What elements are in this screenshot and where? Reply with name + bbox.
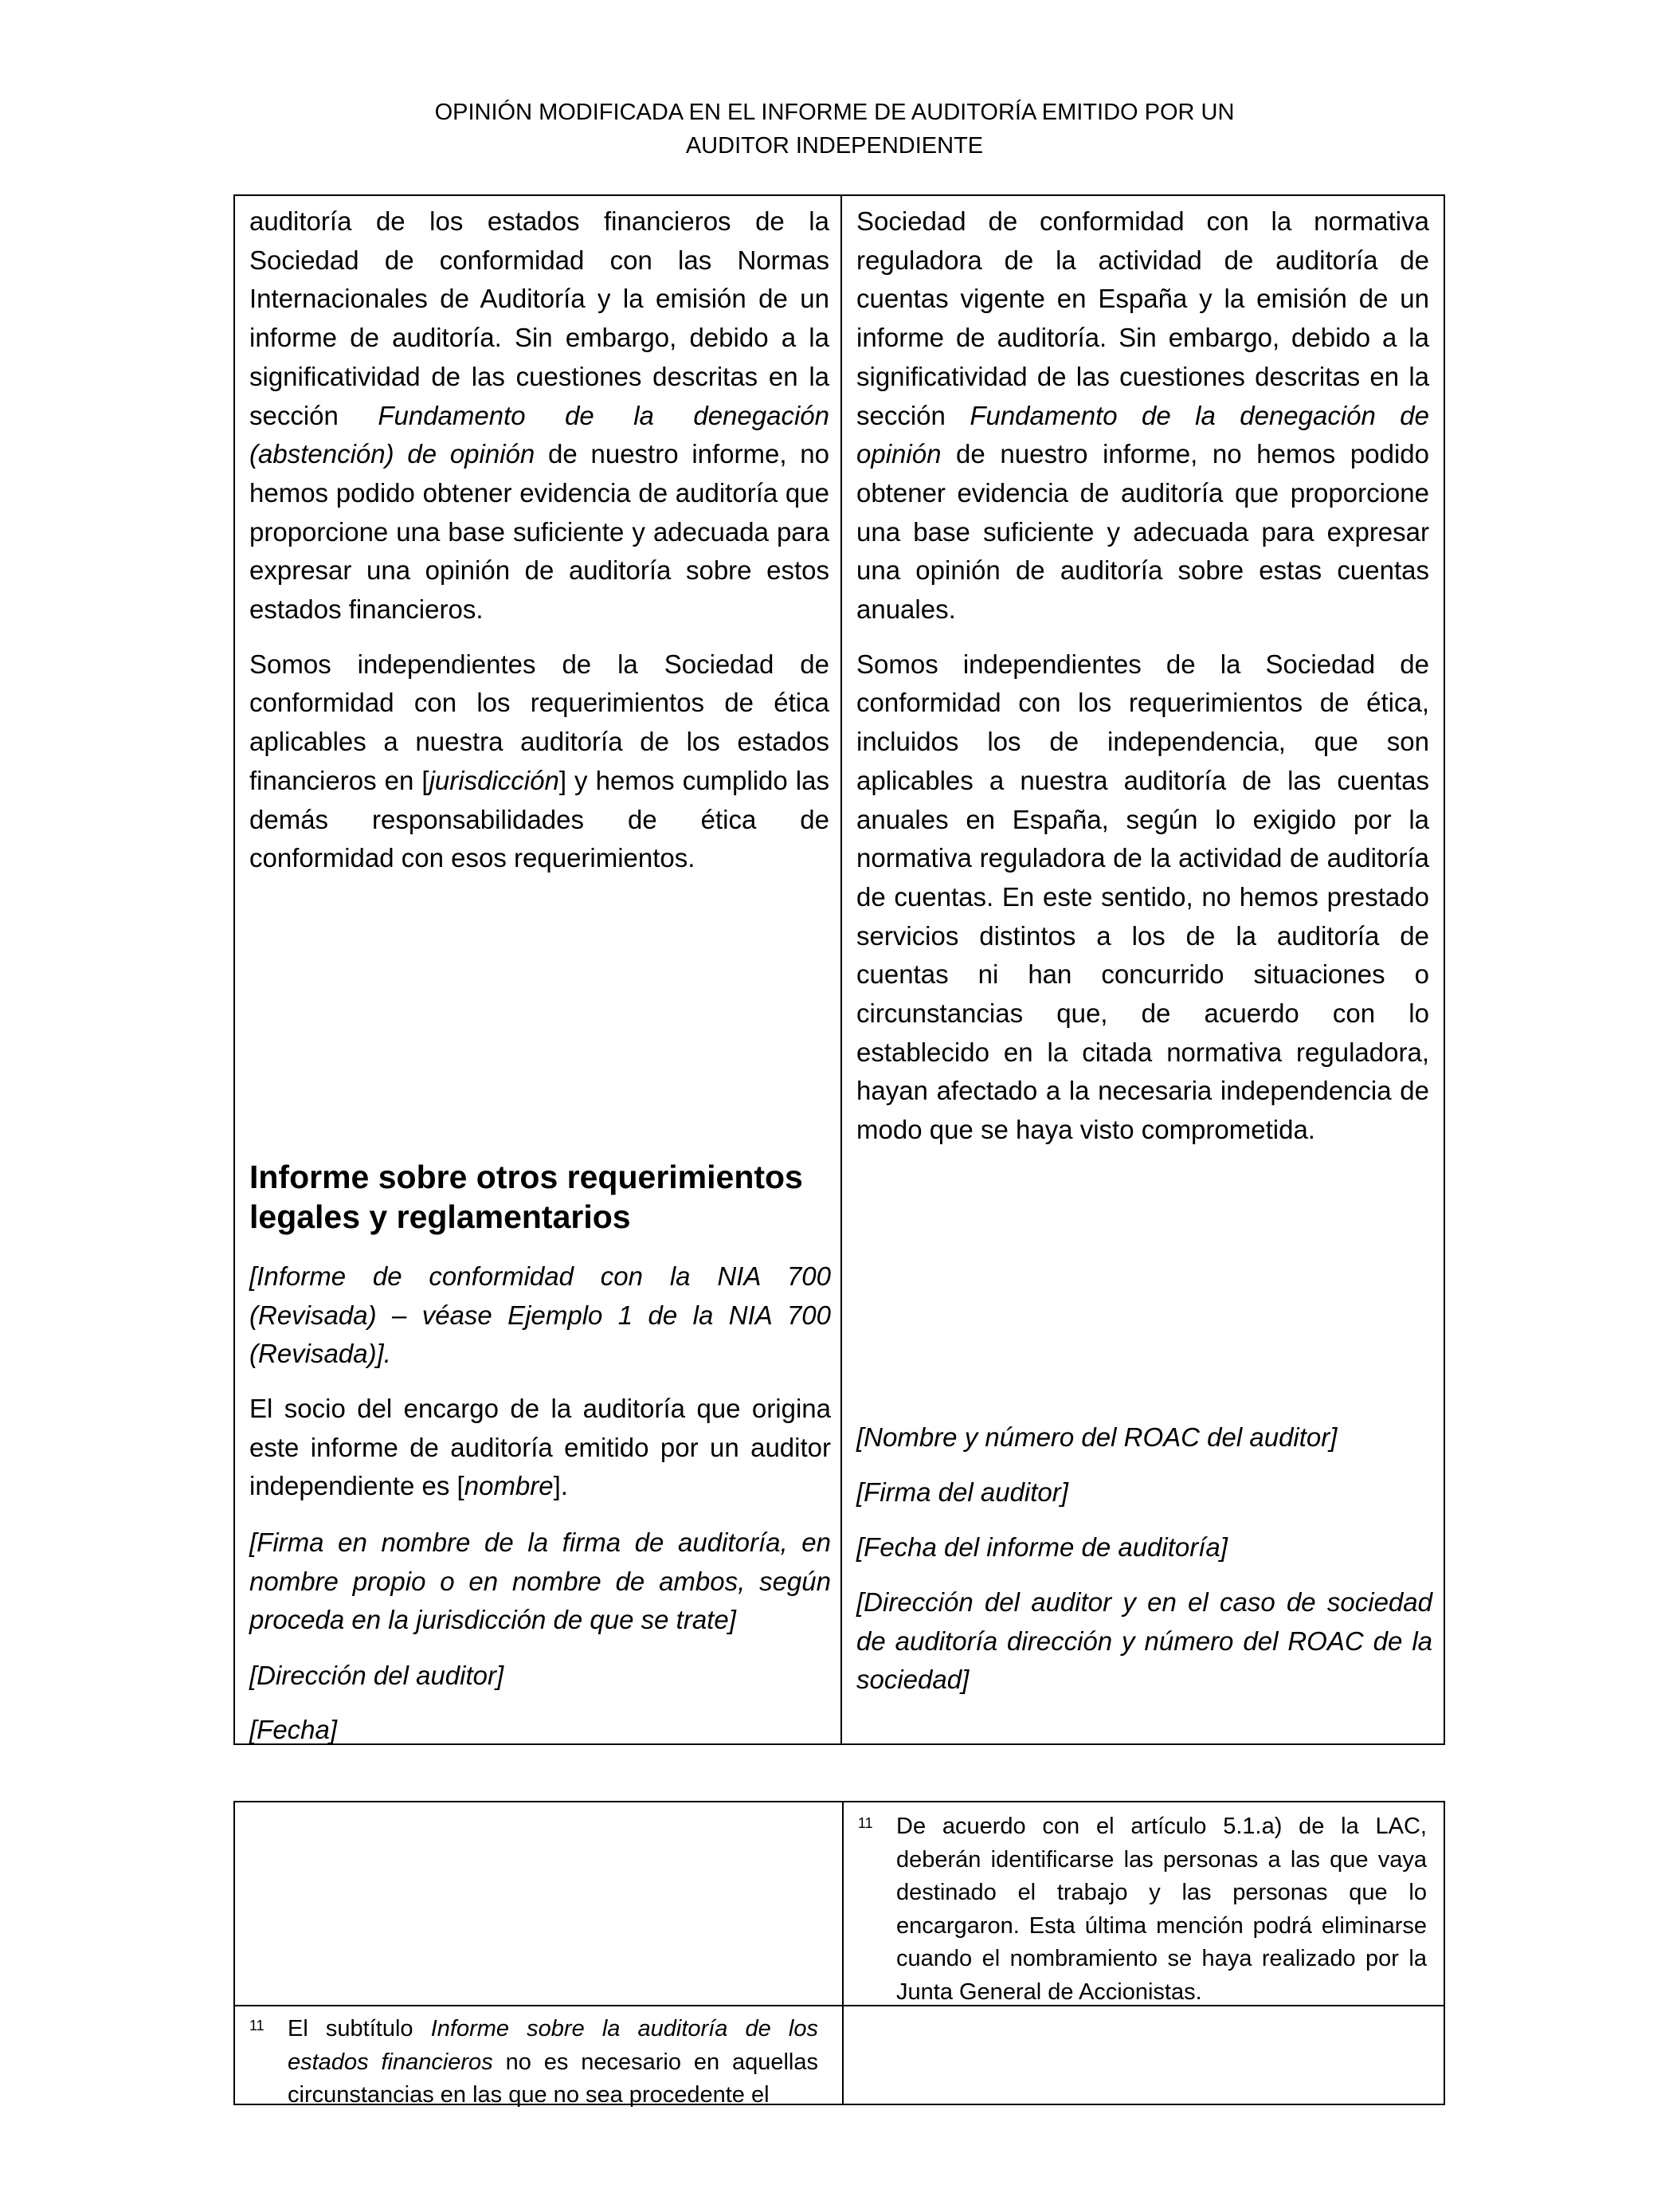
text-run: Somos independientes de la Sociedad de conformidad con los requerimientos de ética aplicables a nuestra auditoría de los estados financieros en [ bbox=[249, 649, 829, 795]
text-run: no es necesario en aquellas circunstancias en las que no sea procedente el bbox=[288, 2049, 819, 2108]
footnote-marker: 11 bbox=[249, 2018, 264, 2034]
left-paragraph-opinion bbox=[249, 202, 829, 629]
text-run: El subtítulo bbox=[288, 2016, 431, 2041]
left-paragraph-nia700: [Informe de conformidad con la NIA 700 (Revisada) – véase Ejemplo 1 de la NIA 700 (Revisada)]. bbox=[249, 1261, 831, 1369]
footnote-table bbox=[233, 1801, 1445, 2108]
right-column bbox=[842, 196, 1444, 1743]
left-paragraph-firma: [Firma en nombre de la firma de auditoría, en nombre propio o en nombre de ambos, según proceda en la jurisdicción de que se trate] bbox=[249, 1528, 831, 1635]
right-paragraph-independence: Somos independientes de la Sociedad de conformidad con los requerimientos de ética, incluidos los de independencia, que son aplicables a nuestra auditoría de las cuentas anuales en España, según lo exigido por la normativa reguladora de la actividad de auditoría de cuentas. En este sentido, no hemos prestado servicios distintos a los de la auditoría de cuentas ni han concurrido situaciones o circunstancias que, de acuerdo con lo establecido en la citada normativa reguladora, hayan afectado a la necesaria independencia de modo que se haya visto comprometida. bbox=[856, 649, 1429, 1145]
comparison-table bbox=[233, 194, 1445, 1745]
text-run: de nuestro informe, no hemos podido obtener evidencia de auditoría que proporcione una base suficiente y adecuada para expresar una opinión de auditoría sobre estas cuentas anuales. bbox=[856, 439, 1429, 625]
page-header bbox=[0, 96, 1669, 163]
footnote-text: De acuerdo con el artículo 5.1.a) de la LAC, deberán identificarse las personas a las que vaya destinado el trabajo y las personas que lo encargaron. Esta última mención podrá eliminarse cuando el nombramiento se haya realizado por la Junta General de Accionistas. bbox=[896, 1814, 1427, 2005]
divider bbox=[842, 1802, 844, 2104]
italic-run: Fundamento de la denegación de opinión bbox=[856, 400, 1430, 469]
right-paragraph-roac: [Nombre y número del ROAC del auditor] bbox=[856, 1422, 1338, 1452]
italic-run: nombre bbox=[464, 1471, 554, 1501]
header-line-2: AUDITOR INDEPENDIENTE bbox=[685, 133, 984, 159]
italic-run: Fundamento de la denegación (abstención) de opinión bbox=[249, 400, 830, 469]
section-heading: Informe sobre otros requerimientos legales y reglamentarios bbox=[249, 1159, 803, 1235]
text-run: ] y hemos cumplido las demás responsabilidades de ética de conformidad con esos requerimientos. bbox=[249, 765, 829, 873]
header-line-1: OPINIÓN MODIFICADA EN EL INFORME DE AUDITORÍA EMITIDO POR UN bbox=[434, 100, 1235, 125]
right-paragraph-firma: [Firma del auditor] bbox=[856, 1477, 1068, 1507]
right-paragraph-fecha: [Fecha del informe de auditoría] bbox=[856, 1532, 1228, 1562]
text-run: El socio del encargo de la auditoría que origina este informe de auditoría emitido por un auditor independiente es [ bbox=[249, 1394, 831, 1501]
text-run: auditoría de los estados financieros de la Sociedad de conformidad con las Normas Internacionales de Auditoría y la emisión de un informe de auditoría. Sin embargo, debido a la significatividad de las cuestiones descritas en la sección bbox=[249, 206, 829, 430]
footnote-left bbox=[249, 2013, 819, 2112]
italic-run: jurisdicción bbox=[429, 765, 559, 795]
footnote-right bbox=[858, 1810, 1427, 2009]
left-paragraph-independence bbox=[249, 645, 829, 878]
left-column bbox=[235, 196, 842, 1743]
footnote-marker: 11 bbox=[858, 1815, 873, 1831]
right-paragraph-direccion: [Dirección del auditor y en el caso de sociedad de auditoría dirección y número del ROAC de la sociedad] bbox=[856, 1587, 1432, 1695]
right-paragraph-opinion bbox=[856, 202, 1429, 629]
left-paragraph-direccion: [Dirección del auditor] bbox=[249, 1661, 504, 1690]
text-run: Sociedad de conformidad con la normativa reguladora de la actividad de auditoría de cuentas vigente en España y la emisión de un informe de auditoría. Sin embargo, debido a la significatividad de las cuestiones descritas en la sección bbox=[856, 206, 1429, 430]
italic-run: Informe sobre la auditoría de los estados financieros bbox=[288, 2016, 819, 2075]
text-run: de nuestro informe, no hemos podido obtener evidencia de auditoría que proporcione una base suficiente y adecuada para expresar una opinión de auditoría sobre estos estados financieros. bbox=[249, 439, 829, 625]
left-paragraph-fecha: [Fecha] bbox=[249, 1715, 338, 1744]
left-paragraph-socio bbox=[249, 1390, 831, 1506]
text-run: ]. bbox=[553, 1471, 568, 1501]
